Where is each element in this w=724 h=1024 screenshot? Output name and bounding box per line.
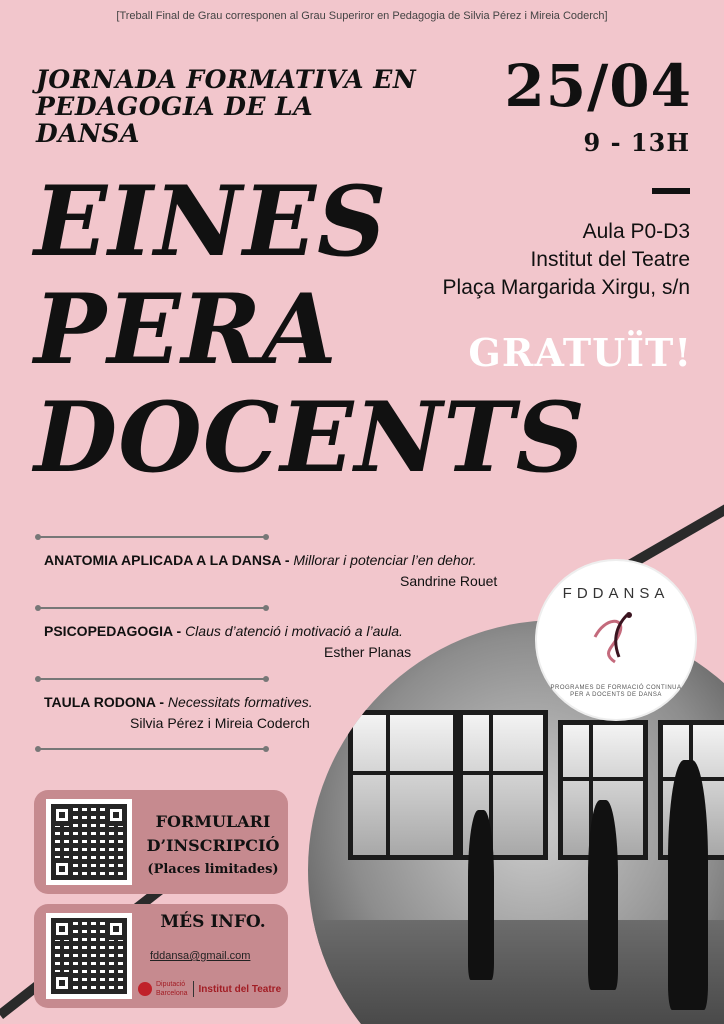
session-name: ANATOMIA APLICADA A LA DANSA - (44, 552, 290, 568)
contact-email-link[interactable]: fddansa@gmail.com (150, 950, 251, 962)
session-subtitle: Claus d’atenció i motivació a l’aula. (185, 623, 403, 639)
title-line2: PERA (34, 273, 338, 386)
session-name: PSICOPEDAGOGIA - (44, 623, 182, 639)
registration-box[interactable] (34, 790, 288, 894)
dancer-figure (668, 760, 708, 1010)
program-separator (38, 678, 266, 680)
session-round-table (44, 692, 364, 713)
session-speaker: Esther Planas (324, 644, 412, 660)
registration-line1: FORMULARI (155, 812, 271, 831)
info-qr-code[interactable] (46, 913, 132, 999)
sponsor-logos (138, 980, 281, 998)
session-name: TAULA RODONA - (44, 694, 165, 710)
event-date: 25/04 (504, 52, 692, 120)
info-title: MÉS INFO. (160, 912, 266, 932)
free-label: GRATUÏT! (468, 330, 692, 375)
fddansa-logo (537, 561, 695, 719)
registration-title (138, 810, 288, 882)
logo-title: FDDANSA (562, 585, 670, 602)
session-speaker: Sandrine Rouet (400, 573, 498, 589)
diputacio-logo-icon (138, 982, 152, 996)
event-type-line2: PEDAGOGIA DE LA DANSA (36, 92, 314, 148)
info-box (34, 904, 288, 1008)
title-line3: DOCENTS (34, 381, 586, 494)
dancer-figure (588, 800, 618, 990)
registration-line2: D’INSCRIPCIÓ (146, 836, 280, 855)
session-subtitle: Necessitats formatives. (167, 694, 313, 710)
sponsor-institut: Institut del Teatre (198, 983, 282, 995)
title-line1: EINES (34, 165, 388, 278)
session-psychopedagogy (44, 621, 444, 642)
project-credit-note: [Treball Final de Grau corresponen al Grau Superiror en Pedagogia de Silvia Pérez i Mireia Coderch] (116, 10, 608, 22)
ribbon-dancer-icon (585, 607, 645, 667)
session-speaker: Silvia Pérez i Mireia Coderch (130, 715, 310, 731)
divider-dash (652, 188, 690, 194)
studio-floor (308, 920, 724, 1024)
sponsor-diputacio: Diputació Barcelona (156, 981, 188, 997)
event-type-line1: JORNADA FORMATIVA EN (36, 65, 417, 94)
program-separator (38, 607, 266, 609)
session-anatomy (44, 550, 524, 571)
program-separator (38, 536, 266, 538)
venue-building: Institut del Teatre (530, 248, 690, 271)
logo-subtitle: PROGRAMES DE FORMACIÓ CONTINUA PER A DOCENTS DE DANSA (550, 685, 682, 698)
event-type (36, 66, 426, 147)
venue-room: Aula P0-D3 (582, 220, 690, 243)
dancer-figure (468, 810, 494, 980)
event-time: 9 - 13H (583, 128, 690, 157)
registration-qr-code[interactable] (46, 799, 132, 885)
program-separator (38, 748, 266, 750)
registration-line3: (Places limitades) (147, 862, 279, 877)
session-subtitle: Millorar i potenciar l’en dehor. (293, 552, 477, 568)
studio-window (348, 710, 458, 860)
venue-address: Plaça Margarida Xirgu, s/n (442, 276, 690, 299)
